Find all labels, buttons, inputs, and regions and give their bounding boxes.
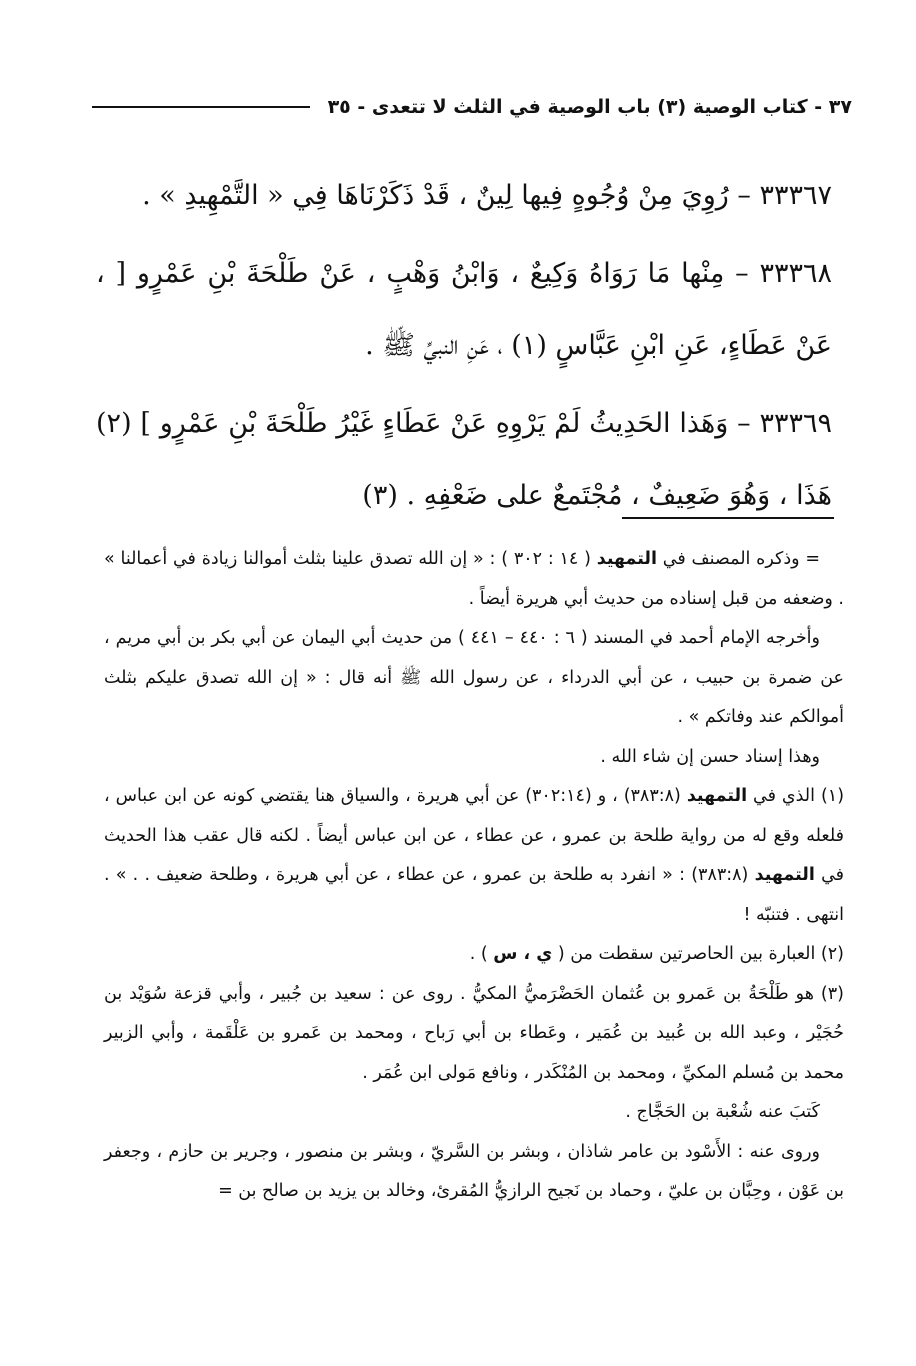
footnote-1: [104, 777, 844, 935]
footnote-text: (٣٨٣:٨) ، و (٣٠٢:١٤) عن أبي هريرة ، والسياق هنا يقتضي كونه عن ابن عباس ، فلعله وقع له من رواية طلحة بن عمرو ، عن عطاء ، عن ابن عباس أيضاً . لكنه قال عقب هذا الحديث في: [104, 786, 845, 885]
footnote-text: = وذكره المصنف في: [656, 549, 821, 569]
footnote-text: (٣٨٣:٨) : « انفرد به طلحة بن عمرو ، عن عطاء ، عن أبي هريرة ، وطلحة ضعيف . . » . انتهى . فتنبّه !: [104, 865, 844, 925]
footnote-book-title: التمهيد: [686, 786, 748, 806]
footnote-text: (١) الذي في: [747, 786, 845, 806]
main-paragraph-33367: ٣٣٣٦٧ – رُوِيَ مِنْ وُجُوهٍ فِيها لِينٌ ، قَدْ ذَكَرْنَاهَا فِي « التَّمْهِيدِ » .: [142, 180, 832, 211]
footnote-continuation-grading: وهذا إسناد حسن إن شاء الله .: [600, 746, 820, 767]
running-header: [92, 92, 852, 122]
footnote-3-narrators: وروى عنه : الأَسْود بن عامر شاذان ، وبشر بن السَّريّ ، وبشر بن منصور ، وجرير بن حازم ، وجعفر بن عَوْن ، وحِبَّان بن عليّ ، وحماد بن نَجيح الرازيُّ المُقرئ، وخالد بن يزيد بن صالح بن =: [104, 1141, 844, 1201]
footnote-continuation: [104, 540, 844, 619]
running-title: ٣٧ - كتاب الوصية (٣) باب الوصية في الثلث لا تتعدى - ٣٥: [327, 96, 852, 118]
header-rule: [92, 106, 310, 108]
footnote-3-written: كَتبَ عنه شُعْبة بن الحَجَّاج .: [625, 1102, 820, 1122]
main-paragraph-33369: ٣٣٣٦٩ – وَهَذا الحَدِيثُ لَمْ يَرْوِهِ عَنْ عَطَاءٍ غَيْرُ طَلْحَةَ بْنِ عَمْرٍو ] (٢) هَذَا ، وَهُوَ ضَعِيفٌ ، مُجْتَمعٌ على ضَعْفِهِ . (٣): [96, 408, 832, 511]
footnote-3: (٣) هو طَلْحَةُ بن عَمرو بن عُثمان الحَضْرَميُّ المكيُّ . روى عن : سعيد بن جُبير ، وأبي قزعة سُوَيْد بن حُجَيْر ، وعبد الله بن عُبيد بن عُمَير ، وعَطاء بن أبي رَباح ، ومحمد بن عَمرو بن عَلْقَمة ، وأبي الزبير محمد بن مُسلم المكيِّ ، ومحمد بن المُنْكَدر ، ونافع مَولى ابن عُمَر .: [104, 983, 844, 1083]
footnote-continuation-musnad: وأخرجه الإمام أحمد في المسند ( ٦ : ٤٤٠ – ٤٤١ ) من حديث أبي اليمان عن أبي بكر بن أبي مريم ، عن ضمرة بن حبيب ، عن أبي الدرداء ، عن رسول الله ﷺ أنه قال : « إن الله تصدق عليكم بثلث أموالكم عند وفاتكم » .: [104, 628, 844, 727]
footnotes: [104, 540, 844, 1212]
main-text: [96, 160, 832, 538]
footnote-separator: [622, 517, 834, 519]
main-paragraph-33368: ٣٣٣٦٨ – مِنْها مَا رَوَاهُ وَكِيعٌ ، وَابْنُ وَهْبٍ ، عَنْ طَلْحَةَ بْنِ عَمْرٍو [ ، عَنْ عَطَاءٍ، عَنِ ابْنِ عَبَّاسٍ (١) ، عَنِ النبيِّ ﷺ .: [96, 258, 832, 361]
footnote-text: ) .: [469, 944, 494, 964]
footnote-text: (٢) العبارة بين الحاصرتين سقطت من (: [552, 944, 844, 964]
footnote-book-title: التمهيد: [754, 865, 815, 885]
footnote-2: [104, 935, 844, 975]
scan-artifact: [58, 1322, 64, 1336]
footnote-manuscript-sigla: ي ، س: [493, 944, 553, 964]
footnote-book-title: التمهيد: [596, 549, 657, 569]
footnote-text: ( ١٤ : ٣٠٢ ) : « إن الله تصدق علينا بثلث أموالنا زيادة في أعمالنا » . وضعفه من قبل إسناده من حديث أبي هريرة أيضاً .: [104, 549, 844, 609]
